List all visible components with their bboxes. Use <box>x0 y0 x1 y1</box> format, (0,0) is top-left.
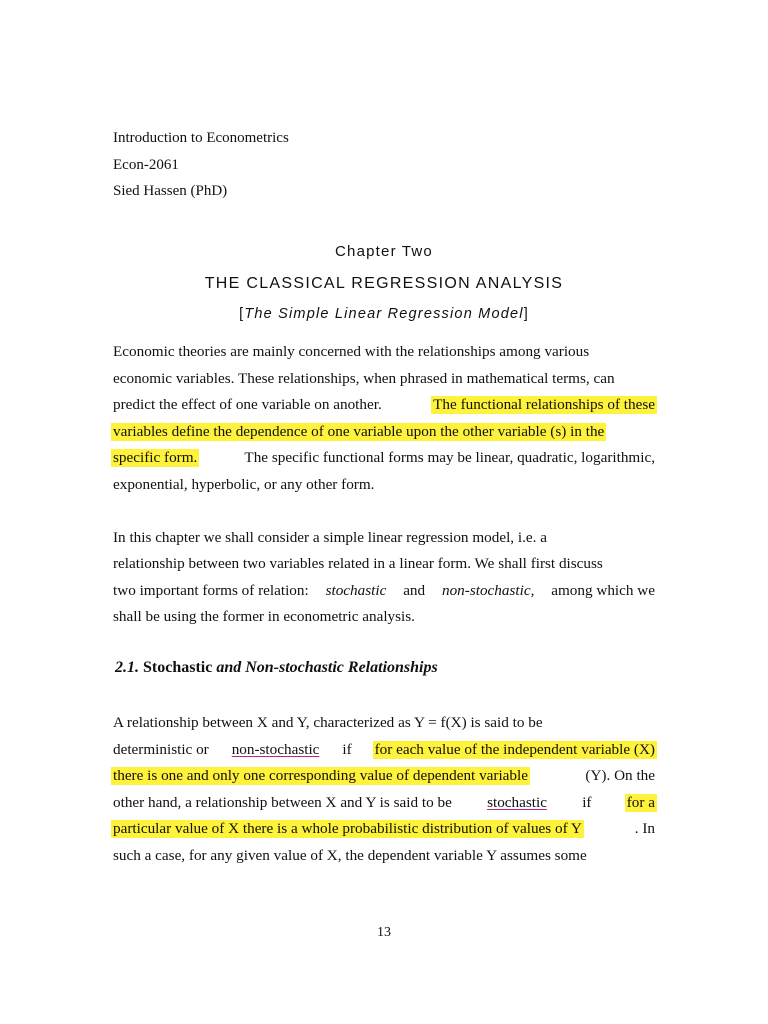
section-number: 2.1. <box>115 659 139 676</box>
text-line <box>113 423 655 441</box>
course-code: Econ-2061 <box>113 157 179 173</box>
highlight: specific form. <box>113 449 198 466</box>
text-line: specific form. The specific functional forms may be linear, quadratic, logarithmic, <box>113 449 655 466</box>
highlight: there is one and only one corresponding value of dependent variable <box>113 767 528 784</box>
chapter-label: Chapter Two <box>335 243 433 260</box>
highlight: variables define the dependence of one variable upon the other variable (s) in the <box>113 423 605 440</box>
underlined-term: non-stochastic <box>231 741 320 758</box>
text-line: particular value of X there is a whole probabilistic distribution of values of Y . In <box>113 820 655 837</box>
chapter-title: THE CLASSICAL REGRESSION ANALYSIS <box>204 275 564 292</box>
subtitle-text: The Simple Linear Regression Model <box>244 306 524 322</box>
text-line: exponential, hyperbolic, or any other form. <box>113 476 375 493</box>
highlight: particular value of X there is a whole probabilistic distribution of values of Y <box>113 820 582 837</box>
text-line: such a case, for any given value of X, the dependent variable Y assumes some <box>113 847 587 864</box>
text-line: A relationship between X and Y, characterized as Y = f(X) is said to be <box>113 714 543 731</box>
highlight: The functional relationships of these <box>433 396 655 413</box>
text-line: there is one and only one corresponding value of dependent variable (Y). On the <box>113 767 655 784</box>
text-line: other hand, a relationship between X and Y is said to be stochastic if for a <box>113 794 655 811</box>
text-line: economic variables. These relationships, when phrased in mathematical terms, can <box>113 370 615 387</box>
underlined-term: stochastic <box>487 794 547 811</box>
author: Sied Hassen (PhD) <box>113 183 228 199</box>
text-line: deterministic or non-stochastic if for each value of the independent variable (X) <box>113 741 655 758</box>
text-line: In this chapter we shall consider a simple linear regression model, i.e. a <box>113 529 547 546</box>
section-heading: 2.1. Stochastic and Non-stochastic Relationships <box>115 659 438 676</box>
text-line: Economic theories are mainly concerned with the relationships among various <box>113 343 590 360</box>
text-line: two important forms of relation: stochastic and non-stochastic, among which we <box>113 582 655 599</box>
page-number: 13 <box>377 925 391 940</box>
course-title: Introduction to Econometrics <box>113 130 289 146</box>
text-line: relationship between two variables related in a linear form. We shall first discuss <box>113 555 603 572</box>
text-line: predict the effect of one variable on another. The functional relationships of these <box>113 396 655 413</box>
text-line: shall be using the former in econometric analysis. <box>113 608 415 625</box>
chapter-subtitle: [The Simple Linear Regression Model] <box>239 306 529 322</box>
highlight: for each value of the independent variable (X) <box>374 741 655 758</box>
highlight: for a <box>626 794 655 811</box>
